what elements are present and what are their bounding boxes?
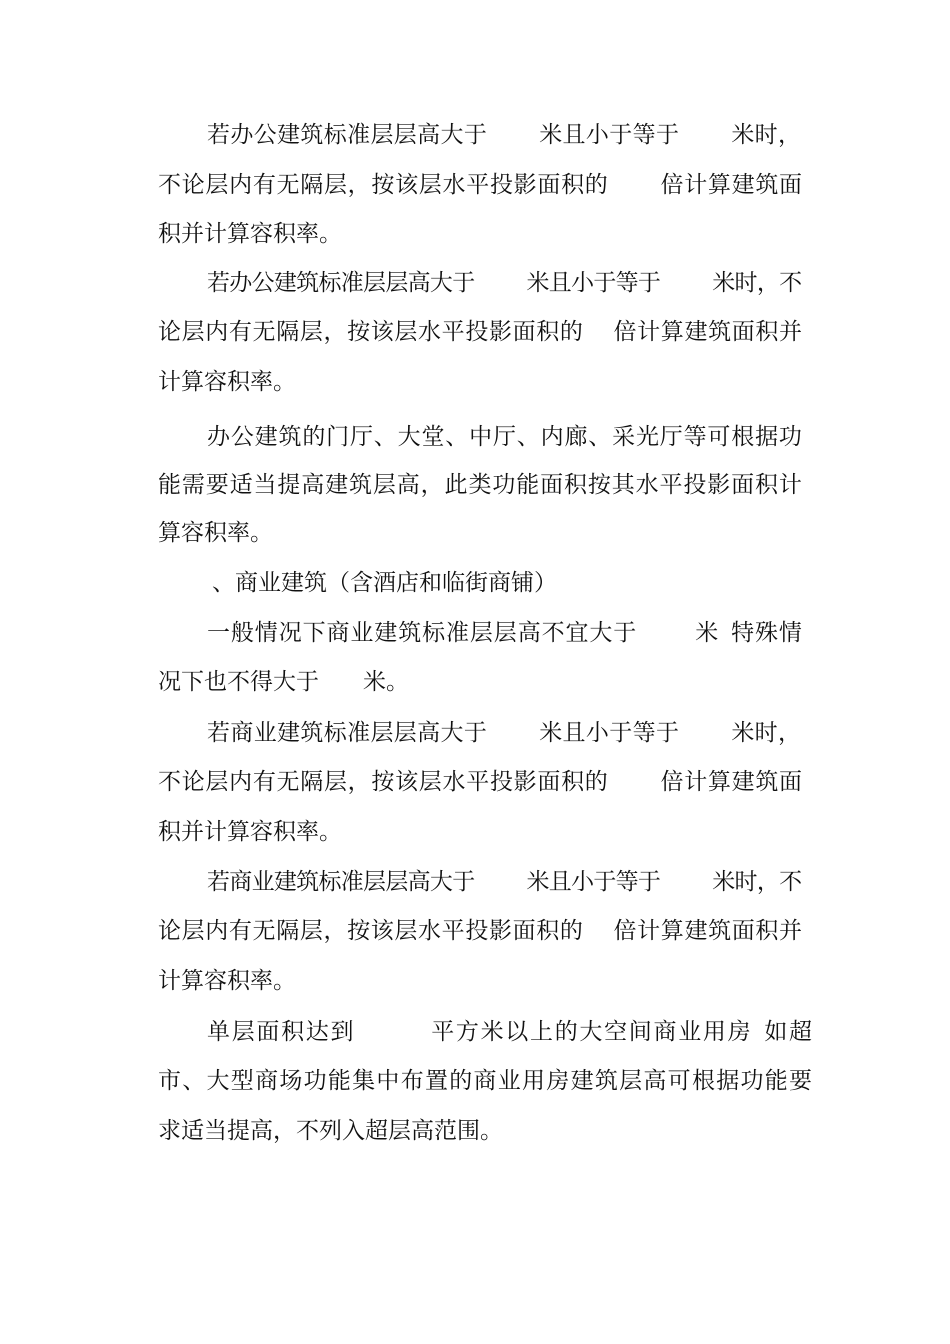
text-line xyxy=(158,767,803,797)
text-segment: 米且小于等于 xyxy=(526,869,661,895)
text-segment: 米时，不 xyxy=(712,270,802,296)
text-line xyxy=(158,470,803,500)
text-line xyxy=(207,268,801,298)
text-segment: 算容积率。 xyxy=(158,520,273,546)
text-segment: 特殊情 xyxy=(731,620,803,646)
text-segment: 论层内有无隔层，按该层水平投影面积的 xyxy=(158,319,584,345)
text-segment: 倍计算建筑面积并 xyxy=(613,918,803,944)
text-segment: 米时，不 xyxy=(712,869,802,895)
text-segment: 不论层内有无隔层，按该层水平投影面积的 xyxy=(158,769,609,795)
text-segment: 办公建筑的门厅、大堂、中厅、内廊、采光厅等可根据功 xyxy=(207,424,803,450)
text-segment: 积并计算容积率。 xyxy=(158,819,342,845)
text-line xyxy=(158,317,803,347)
text-line xyxy=(158,518,273,548)
text-segment: 不论层内有无隔层，按该层水平投影面积的 xyxy=(158,172,609,198)
text-segment: 若办公建筑标准层层高大于 xyxy=(207,122,488,148)
text-segment: 平方米以上的大空间商业用房 xyxy=(431,1019,753,1045)
text-segment: 倍计算建筑面 xyxy=(660,769,803,795)
text-line xyxy=(207,718,801,748)
text-segment: 米且小于等于 xyxy=(526,270,661,296)
text-segment: 市、大型商场功能集中布置的商业用房建筑层高可根据功能要 xyxy=(158,1068,814,1094)
text-segment: 计算容积率。 xyxy=(158,369,296,395)
text-segment: 若商业建筑标准层层高大于 xyxy=(207,720,488,746)
text-line xyxy=(158,916,803,946)
text-segment: 积并计算容积率。 xyxy=(158,221,342,247)
section-heading xyxy=(212,568,557,598)
text-line xyxy=(158,1066,813,1096)
text-line xyxy=(158,1116,503,1146)
text-segment: 、商业建筑（含酒店和临街商铺） xyxy=(212,570,557,596)
text-segment: 米且小于等于 xyxy=(539,720,680,746)
text-segment: 况下也不得大于 xyxy=(158,669,319,695)
text-line xyxy=(158,367,296,397)
text-line xyxy=(158,667,409,697)
text-segment: 如超 xyxy=(764,1019,814,1045)
text-line xyxy=(207,1017,814,1047)
text-line xyxy=(207,618,803,648)
text-line xyxy=(158,219,342,249)
text-segment: 若商业建筑标准层层高大于 xyxy=(207,869,475,895)
text-segment: 一般情况下商业建筑标准层层高不宜大于 xyxy=(207,620,638,646)
text-segment: 米。 xyxy=(363,669,409,695)
text-segment: 若办公建筑标准层层高大于 xyxy=(207,270,475,296)
text-segment: 米时， xyxy=(731,122,802,148)
text-line xyxy=(207,120,801,150)
text-segment: 能需要适当提高建筑层高，此类功能面积按其水平投影面积计 xyxy=(158,472,803,498)
text-segment: 米时， xyxy=(731,720,802,746)
text-segment: 倍计算建筑面 xyxy=(660,172,803,198)
text-segment: 计算容积率。 xyxy=(158,968,296,994)
text-segment: 倍计算建筑面积并 xyxy=(613,319,803,345)
text-segment: 米 xyxy=(695,620,720,646)
text-segment: 单层面积达到 xyxy=(207,1019,356,1045)
text-line xyxy=(158,966,296,996)
text-line xyxy=(158,817,342,847)
text-line xyxy=(158,170,803,200)
text-segment: 米且小于等于 xyxy=(539,122,680,148)
text-line xyxy=(207,422,803,452)
text-segment: 论层内有无隔层，按该层水平投影面积的 xyxy=(158,918,584,944)
text-line xyxy=(207,867,801,897)
text-segment: 求适当提高，不列入超层高范围。 xyxy=(158,1118,503,1144)
